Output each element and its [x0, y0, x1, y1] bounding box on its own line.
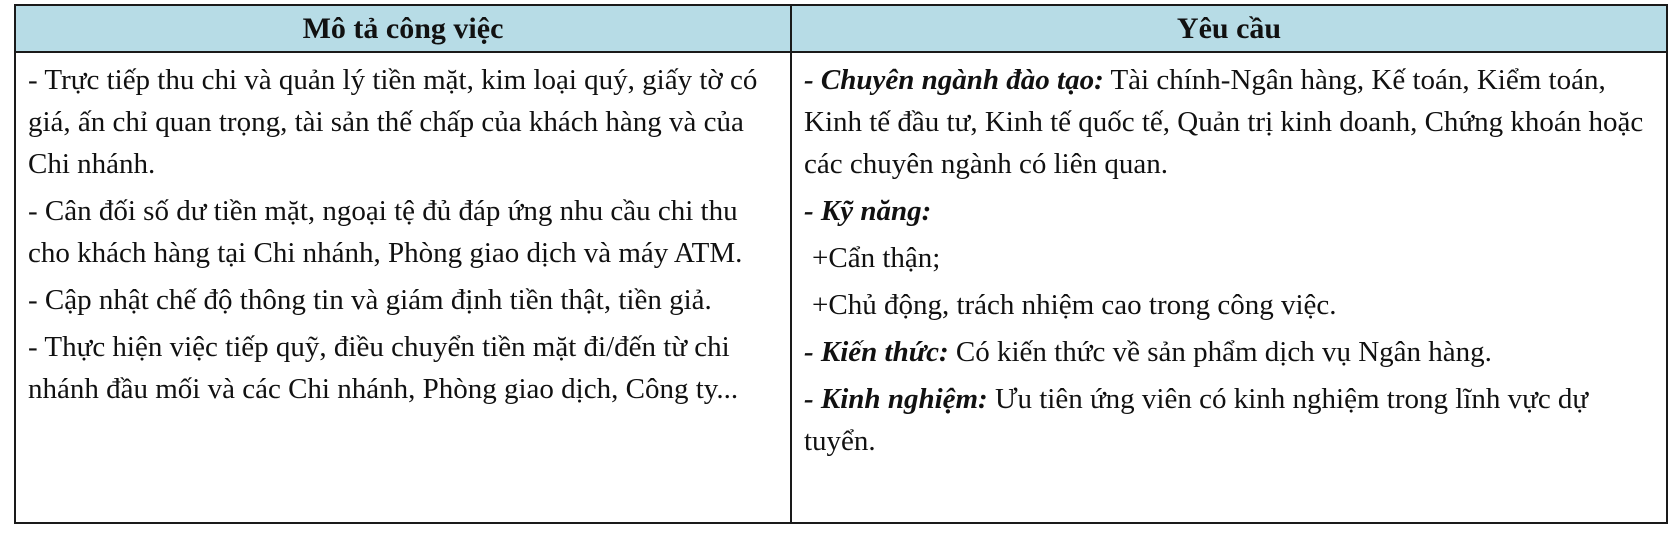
requirement-major: [804, 59, 1654, 185]
requirement-knowledge-label: - Kiến thức:: [804, 336, 949, 368]
requirement-experience: [804, 378, 1654, 462]
job-description-cell: [15, 52, 791, 523]
requirement-knowledge: [804, 331, 1654, 373]
header-row: [15, 5, 1667, 52]
header-job-description: Mô tả công việc: [15, 5, 791, 52]
requirement-major-label: - Chuyên ngành đào tạo:: [804, 64, 1104, 96]
skill-item-2: +Chủ động, trách nhiệm cao trong công việc.: [812, 289, 1337, 321]
description-item-3: - Cập nhật chế độ thông tin và giám định tiền thật, tiền giả.: [28, 284, 712, 316]
description-item-2: - Cân đối số dư tiền mặt, ngoại tệ đủ đáp ứng nhu cầu chi thu cho khách hàng tại Chi nhánh, Phòng giao dịch và máy ATM.: [28, 195, 743, 269]
requirement-experience-text: Ưu tiên ứng viên có kinh nghiệm trong lĩnh vực dự tuyển.: [804, 383, 1589, 457]
content-row: [15, 52, 1667, 523]
requirement-experience-label: - Kinh nghiệm:: [804, 383, 988, 415]
job-table: [14, 4, 1668, 524]
requirements-cell: [791, 52, 1667, 523]
description-item-1: - Trực tiếp thu chi và quản lý tiền mặt, kim loại quý, giấy tờ có giá, ấn chỉ quan trọng, tài sản thế chấp của khách hàng và của Chi nhánh.: [28, 64, 758, 180]
skill-item-1: +Cẩn thận;: [812, 242, 941, 274]
description-item-4: - Thực hiện việc tiếp quỹ, điều chuyển tiền mặt đi/đến từ chi nhánh đầu mối và các Chi nhánh, Phòng giao dịch, Công ty...: [28, 331, 739, 405]
requirement-skills-label: - Kỹ năng:: [804, 195, 932, 227]
header-requirements: Yêu cầu: [791, 5, 1667, 52]
requirement-skills: [804, 190, 1654, 232]
requirement-knowledge-text: Có kiến thức về sản phẩm dịch vụ Ngân hàng.: [948, 336, 1492, 368]
requirement-major-text: Tài chính-Ngân hàng, Kế toán, Kiểm toán, Kinh tế đầu tư, Kinh tế quốc tế, Quản trị kinh doanh, Chứng khoán hoặc các chuyên ngành có liên quan.: [804, 64, 1644, 180]
